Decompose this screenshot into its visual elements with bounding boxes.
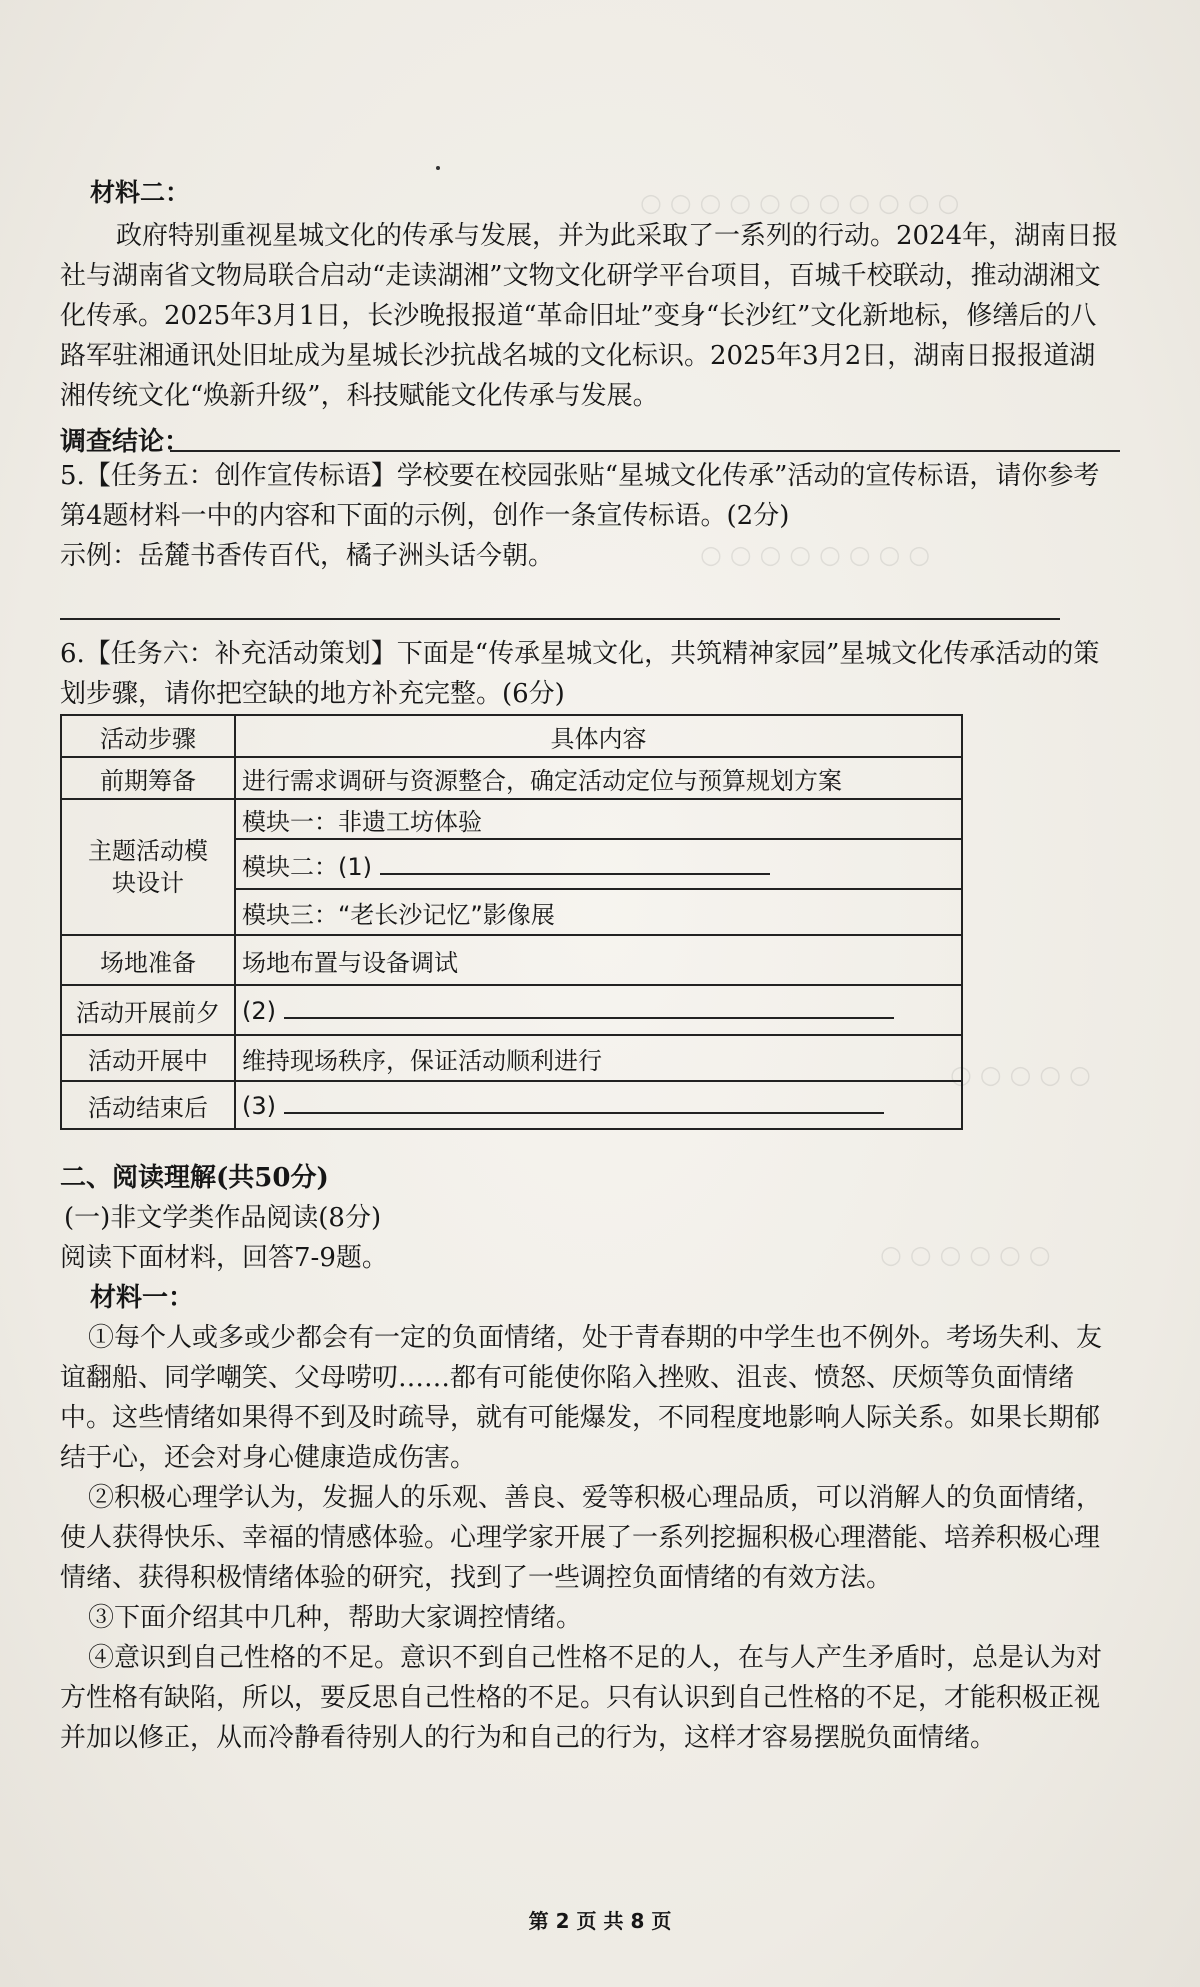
paragraph-1: ①每个人或多或少都会有一定的负面情绪，处于青春期的中学生也不例外。考场失利、友谊翻船、同学嘲笑、父母唠叨……都有可能使你陷入挫败、沮丧、愤怒、厌烦等负面情绪中。这些情绪如果得不到及时疏导，就有可能爆发，不同程度地影响人际关系。如果长期郁结于心，还会对身心健康造成伤害。 (60, 1323, 1103, 1473)
material1-label: 材料一： (90, 1283, 195, 1313)
activity-plan-table (60, 714, 963, 1130)
paragraph-2: ②积极心理学认为，发掘人的乐观、善良、爱等积极心理品质，可以消解人的负面情绪，使人获得快乐、幸福的情感体验。心理学家开展了一系列挖掘积极心理潜能、培养积极心理情绪、获得积极情绪体验的研究，找到了一些调控负面情绪的有效方法。 (60, 1483, 1103, 1593)
section2-instruction: 阅读下面材料，回答7-9题。 (60, 1243, 388, 1273)
step-prep: 前期筹备 (61, 757, 235, 799)
content-eve-cell (235, 985, 962, 1035)
content-after-cell (235, 1081, 962, 1129)
header-content: 具体内容 (235, 715, 962, 757)
table-row (61, 985, 962, 1035)
step-modules-label: 主题活动模块设计 (88, 837, 208, 897)
page-content (60, 176, 1120, 1758)
table-row (61, 757, 962, 799)
content-eve: (2) (242, 997, 276, 1025)
blank-1-line[interactable] (380, 851, 770, 875)
bleed-through-text: ○ ○ ○ ○ ○ (950, 1060, 1091, 1089)
section2-heading: 二、阅读理解(共50分) (60, 1163, 329, 1193)
table-row (61, 1035, 962, 1081)
section2-subheading: (一)非文学类作品阅读(8分) (64, 1203, 382, 1233)
bleed-through-text: ○ ○ ○ ○ ○ ○ (880, 1240, 1051, 1269)
blank-3-line[interactable] (284, 1090, 884, 1114)
step-during: 活动开展中 (61, 1035, 235, 1081)
page-number: 第 2 页 共 8 页 (528, 1909, 672, 1933)
paragraph-3: ③下面介绍其中几种，帮助大家调控情绪。 (88, 1603, 583, 1633)
q5-text: 5.【任务五：创作宣传标语】学校要在校园张贴“星城文化传承”活动的宣传标语，请你参考第4题材料一中的内容和下面的示例，创作一条宣传标语。(2分) (60, 461, 1100, 531)
content-prep: 进行需求调研与资源整合，确定活动定位与预算规划方案 (235, 757, 962, 799)
bleed-through-text: ○ ○ ○ ○ ○ ○ ○ ○ ○ ○ ○ (640, 188, 960, 217)
content-venue: 场地布置与设备调试 (235, 935, 962, 985)
material2-label: 材料二： (90, 178, 191, 207)
survey-conclusion-label: 调查结论： (60, 427, 191, 457)
bleed-through-text: ○ ○ ○ ○ ○ ○ ○ ○ (700, 540, 931, 569)
answer-line-q5[interactable] (60, 618, 1060, 620)
table-row (61, 799, 962, 839)
q6-text: 6.【任务六：补充活动策划】下面是“传承星城文化，共筑精神家园”星城文化传承活动的策划步骤，请你把空缺的地方补充完整。(6分) (60, 639, 1100, 709)
content-during: 维持现场秩序，保证活动顺利进行 (235, 1035, 962, 1081)
header-step: 活动步骤 (61, 715, 235, 757)
step-after: 活动结束后 (61, 1081, 235, 1129)
content-module1: 模块一：非遗工坊体验 (235, 799, 962, 839)
content-module2-cell (235, 839, 962, 889)
step-eve: 活动开展前夕 (61, 985, 235, 1035)
speck-mark (436, 166, 440, 170)
paragraph-4: ④意识到自己性格的不足。意识不到自己性格不足的人，在与人产生矛盾时，总是认为对方性格有缺陷，所以，要反思自己性格的不足。只有认识到自己性格的不足，才能积极正视并加以修正，从而冷静看待别人的行为和自己的行为，这样才容易摆脱负面情绪。 (60, 1643, 1103, 1753)
table-row (61, 715, 962, 757)
table-row (61, 935, 962, 985)
material2-text: 政府特别重视星城文化的传承与发展，并为此采取了一系列的行动。2024年，湖南日报社与湖南省文物局联合启动“走读湖湘”文物文化研学平台项目，百城千校联动，推动湖湘文化传承。2025年3月1日，长沙晚报报道“革命旧址”变身“长沙红”文化新地标，修缮后的八路军驻湘通讯处旧址成为星城长沙抗战名城的文化标识。2025年3月2日，湖南日报报道湖湘传统文化“焕新升级”，科技赋能文化传承与发展。 (60, 221, 1119, 411)
blank-2-line[interactable] (284, 995, 894, 1019)
step-venue: 场地准备 (61, 935, 235, 985)
answer-line-conclusion[interactable] (170, 450, 1120, 452)
content-module2: 模块二：(1) (242, 852, 372, 881)
table-row (61, 1081, 962, 1129)
step-modules (61, 799, 235, 935)
content-after: (3) (242, 1092, 276, 1120)
q5-example: 示例：岳麓书香传百代，橘子洲头话今朝。 (60, 541, 555, 571)
content-module3: 模块三：“老长沙记忆”影像展 (235, 889, 962, 935)
